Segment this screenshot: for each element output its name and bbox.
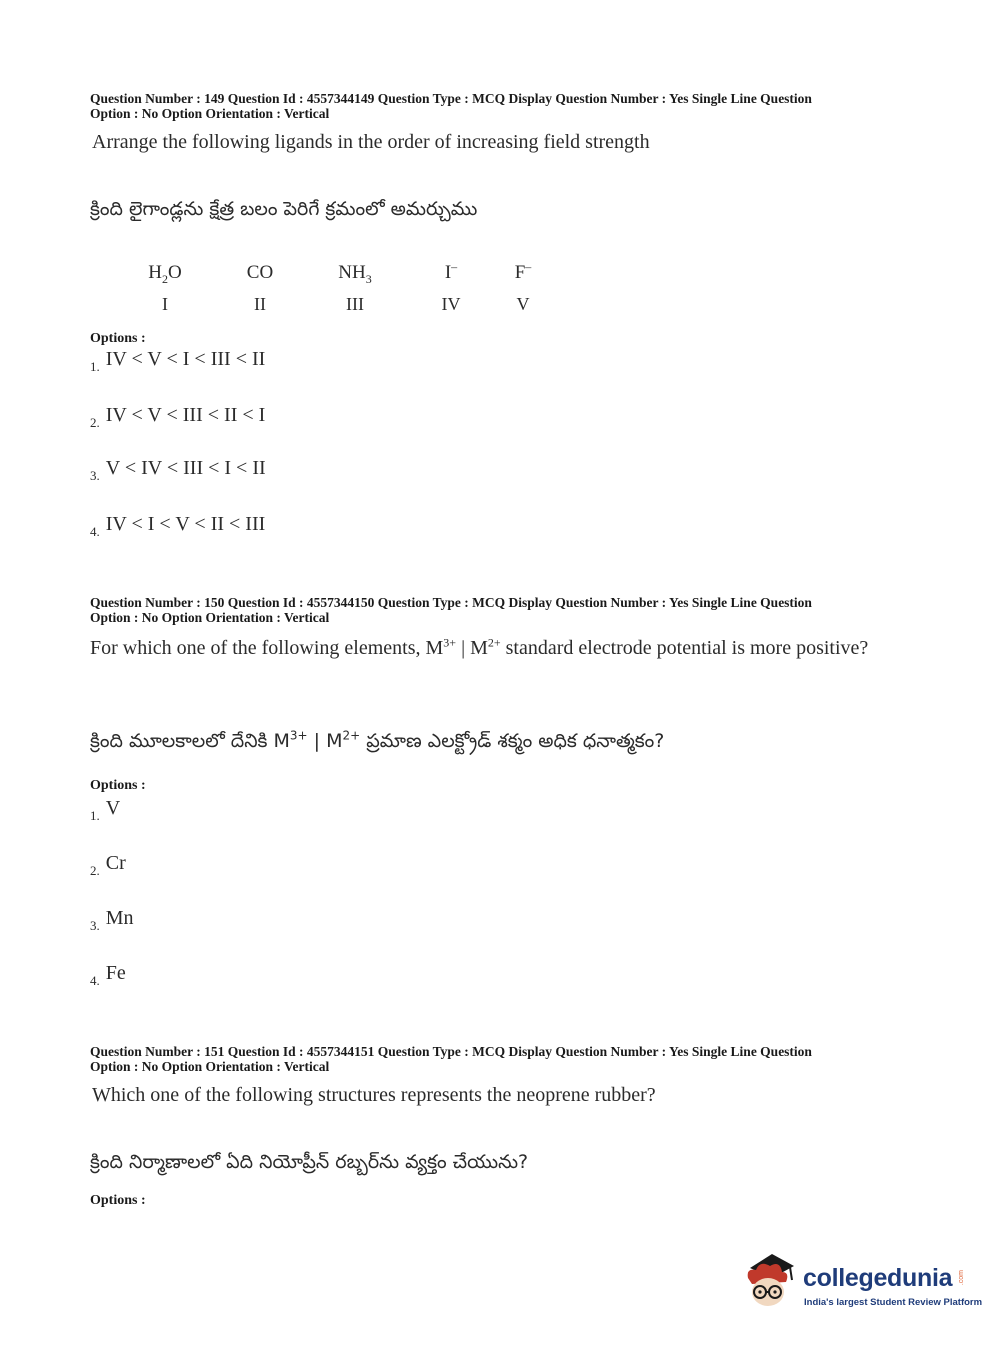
option-number: 4. — [90, 524, 100, 539]
option-text: V — [105, 797, 121, 819]
option-text: IV < V < III < II < I — [105, 404, 266, 426]
q149-telugu-text: క్రింది లైగాండ్లను క్షేత్ర బలం పెరిగే క్రమంలో అమర్చుము — [90, 198, 478, 220]
option-text: V < IV < III < I < II — [105, 457, 266, 479]
option-number: 1. — [90, 808, 100, 823]
q149-meta — [90, 92, 910, 121]
option-text: IV < V < I < III < II — [105, 348, 266, 370]
ligand-iodide: I– — [444, 259, 458, 283]
q149-meta-line1: Question Number : 149 Question Id : 4557344149 Question Type : MCQ Display Question Number : Yes Single Line Question — [90, 91, 812, 106]
collegedunia-logo-suffix: .com — [958, 1270, 965, 1286]
q151-meta — [90, 1045, 910, 1074]
q150-question-text: For which one of the following elements, $M^{3+}$ | $M^{2+}$ standard electrode potential is more positive? — [90, 635, 869, 659]
ligand-numeral-5: V — [516, 294, 530, 314]
ligand-numeral-2: II — [254, 294, 266, 314]
q151-options-label: Options : — [90, 1193, 146, 1208]
ligand-numeral-4: IV — [441, 294, 461, 314]
ligand-numeral-1: I — [162, 294, 168, 314]
q150-option-3[interactable] — [90, 907, 134, 933]
option-number: 3. — [90, 468, 100, 483]
option-number: 3. — [90, 918, 100, 933]
option-text: Fe — [105, 962, 126, 984]
q149-option-1[interactable] — [90, 348, 266, 374]
q149-option-4[interactable] — [90, 513, 266, 539]
q150-telugu-text: క్రింది మూలకాలలో దేనికి $M^{3+}$ | $M^{2+}$ ప్రమాణ ఎలక్ట్రోడ్ శక్మం అధిక ధనాత్మకం? — [90, 728, 665, 752]
q151-meta-line2: Option : No Option Orientation : Vertical — [90, 1058, 330, 1074]
option-text: Mn — [105, 907, 134, 929]
ligand-nh3: $NH_3$ — [338, 262, 372, 286]
option-number: 1. — [90, 359, 100, 374]
ligand-numeral-3: III — [346, 294, 364, 314]
option-text: Cr — [105, 852, 126, 874]
q149-option-3[interactable] — [90, 457, 266, 483]
q149-option-2[interactable] — [90, 404, 266, 430]
q150-option-4[interactable] — [90, 962, 126, 988]
q151-question-text: Which one of the following structures represents the neoprene rubber? — [92, 1084, 656, 1106]
option-text: IV < I < V < II < III — [105, 513, 266, 535]
q150-options-label: Options : — [90, 778, 146, 793]
q150-meta-line2: Option : No Option Orientation : Vertical — [90, 609, 330, 625]
option-number: 2. — [90, 415, 100, 430]
q150-meta-line1: Question Number : 150 Question Id : 4557344150 Question Type : MCQ Display Question Number : Yes Single Line Question — [90, 595, 812, 610]
q151-meta-line1: Question Number : 151 Question Id : 4557344151 Question Type : MCQ Display Question Number : Yes Single Line Question — [90, 1044, 812, 1059]
collegedunia-tagline: India's largest Student Review Platform — [804, 1297, 983, 1308]
q151-telugu-text: క్రింది నిర్మాణాలలో ఏది నియోప్రీన్ రబ్బర్‌ను వ్యక్తం చేయును? — [90, 1151, 529, 1173]
q149-question-text: Arrange the following ligands in the order of increasing field strength — [92, 131, 650, 153]
q150-option-2[interactable] — [90, 852, 126, 878]
option-number: 4. — [90, 973, 100, 988]
collegedunia-mascot-icon — [742, 1250, 802, 1310]
q149-meta-line2: Option : No Option Orientation : Vertical — [90, 105, 330, 121]
q149-options-label: Options : — [90, 331, 146, 346]
ligand-co: CO — [246, 262, 274, 283]
option-number: 2. — [90, 863, 100, 878]
collegedunia-logo-text: collegedunia — [803, 1264, 953, 1292]
ligand-fluoride: F– — [514, 259, 532, 283]
ligand-h2o: $H_2O$ — [148, 262, 182, 286]
q150-option-1[interactable] — [90, 797, 121, 823]
q150-meta — [90, 596, 910, 625]
